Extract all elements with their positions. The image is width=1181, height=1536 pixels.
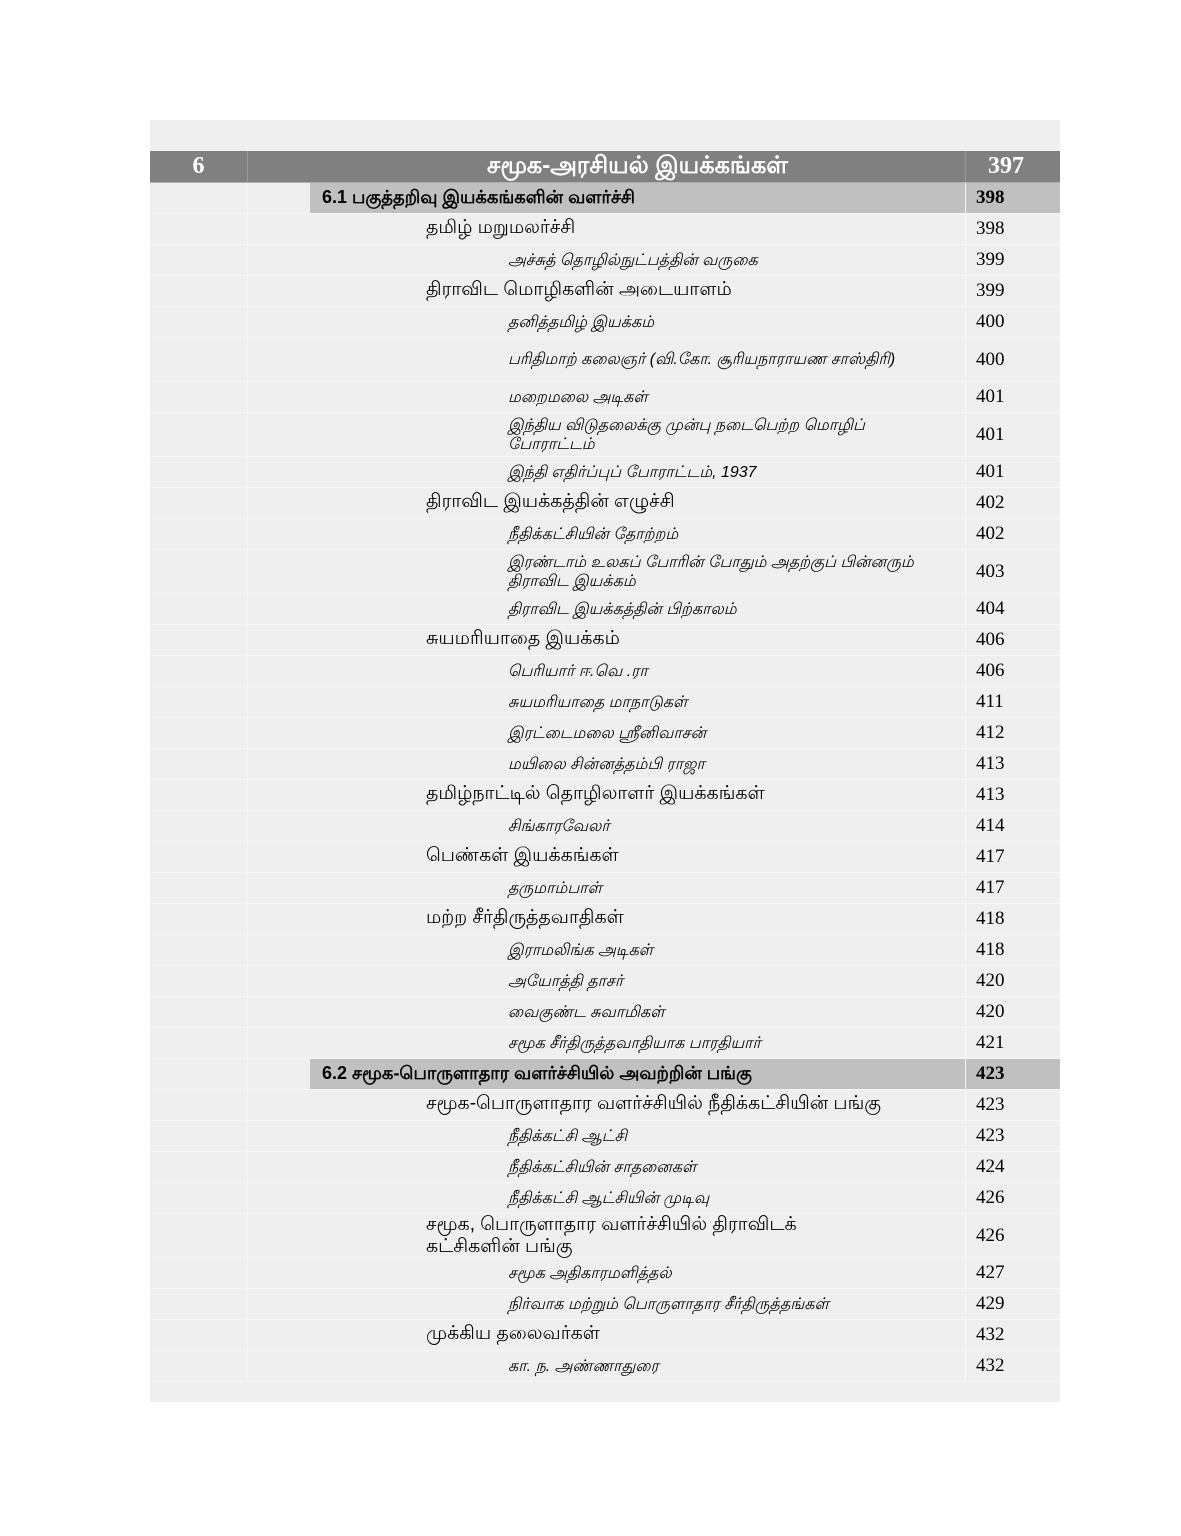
page-number: 401 <box>976 423 1005 445</box>
entry-title: நீதிக்கட்சியின் தோற்றம் <box>310 519 966 549</box>
entry-title: தனித்தமிழ் இயக்கம் <box>310 307 966 337</box>
toc-entry[interactable] <box>150 214 1060 245</box>
toc-entry[interactable] <box>150 1289 1060 1320</box>
page-number: 420 <box>976 970 1005 991</box>
entry-title: மறைமலை அடிகள் <box>310 382 966 412</box>
entry-title: மயிலை சின்னத்தம்பி ராஜா <box>310 749 966 779</box>
entry-title: வைகுண்ட சுவாமிகள் <box>310 997 966 1027</box>
entry-title: நீதிக்கட்சியின் சாதனைகள் <box>310 1152 966 1182</box>
entry-title: கா. ந. அண்ணாதுரை <box>310 1351 966 1381</box>
entry-title: திராவிட இயக்கத்தின் பிற்காலம் <box>310 594 966 624</box>
entry-title: இந்திய விடுதலைக்கு முன்பு நடைபெற்ற மொழிப் போராட்டம் <box>310 413 966 456</box>
toc-entry[interactable] <box>150 1351 1060 1382</box>
toc-entry[interactable] <box>150 1028 1060 1059</box>
page-number: 398 <box>976 218 1005 239</box>
entry-title: சுயமரியாதை மாநாடுகள் <box>310 687 966 717</box>
entry-title: இரண்டாம் உலகப் போரின் போதும் அதற்குப் பின்னரும் திராவிட இயக்கம் <box>310 550 966 593</box>
entry-title: அயோத்தி தாசர் <box>310 966 966 996</box>
toc-entry[interactable] <box>150 1152 1060 1183</box>
toc-entry[interactable] <box>150 935 1060 966</box>
toc-entry[interactable] <box>150 811 1060 842</box>
page-number: 400 <box>976 311 1005 332</box>
chapter-page: 397 <box>988 153 1024 179</box>
toc-entry[interactable] <box>150 687 1060 718</box>
page-number: 402 <box>976 523 1005 544</box>
page-number: 403 <box>976 560 1005 582</box>
page-number: 420 <box>976 1001 1005 1022</box>
toc-entry[interactable] <box>150 594 1060 625</box>
toc-entry[interactable] <box>150 457 1060 488</box>
toc-entry[interactable] <box>150 997 1060 1028</box>
entry-title: இந்தி எதிர்ப்புப் போராட்டம், 1937 <box>310 457 966 487</box>
entry-title: நீதிக்கட்சி ஆட்சியின் முடிவு <box>310 1183 966 1213</box>
entry-title: சமூக-பொருளாதார வளர்ச்சியில் நீதிக்கட்சியின் பங்கு <box>310 1090 966 1120</box>
entry-title: தமிழ் மறுமலர்ச்சி <box>310 214 966 244</box>
page-number: 423 <box>966 1059 1060 1089</box>
toc-entry[interactable] <box>150 1320 1060 1351</box>
page-number: 426 <box>976 1187 1005 1208</box>
page-number: 414 <box>976 815 1005 836</box>
page-number: 417 <box>976 846 1005 867</box>
toc-entry[interactable] <box>150 488 1060 519</box>
page-number: 399 <box>976 249 1005 270</box>
toc-entry[interactable] <box>150 338 1060 382</box>
entry-title: சுயமரியாதை இயக்கம் <box>310 625 966 655</box>
entry-title: தருமாம்பாள் <box>310 873 966 903</box>
page-number: 426 <box>976 1224 1005 1246</box>
page-number: 429 <box>976 1293 1005 1314</box>
toc-entry[interactable] <box>150 904 1060 935</box>
entry-title: நீதிக்கட்சி ஆட்சி <box>310 1121 966 1151</box>
page-number: 406 <box>976 629 1005 650</box>
toc-entry[interactable] <box>150 1214 1060 1258</box>
page-number: 432 <box>976 1324 1005 1345</box>
page-number: 432 <box>976 1355 1005 1376</box>
page-number: 423 <box>976 1094 1005 1115</box>
page-number: 421 <box>976 1032 1005 1053</box>
toc-entry[interactable] <box>150 718 1060 749</box>
page-number: 399 <box>976 280 1005 301</box>
page-number: 401 <box>976 386 1005 407</box>
page-number: 424 <box>976 1156 1005 1177</box>
entry-title: சமூக, பொருளாதார வளர்ச்சியில் திராவிடக் கட்சிகளின் பங்கு <box>310 1214 966 1257</box>
page-number: 413 <box>976 753 1005 774</box>
toc-entry[interactable] <box>150 780 1060 811</box>
toc-entry[interactable] <box>150 1183 1060 1214</box>
entry-title: தமிழ்நாட்டில் தொழிலாளர் இயக்கங்கள் <box>310 780 966 810</box>
toc-entry[interactable] <box>150 749 1060 780</box>
toc-entry[interactable] <box>150 1090 1060 1121</box>
toc-entry[interactable] <box>150 413 1060 457</box>
entry-title: இரட்டைமலை ஸ்ரீனிவாசன் <box>310 718 966 748</box>
toc-entry[interactable] <box>150 656 1060 687</box>
toc-entry[interactable] <box>150 873 1060 904</box>
page-number: 402 <box>976 492 1005 513</box>
toc-entry[interactable] <box>150 382 1060 413</box>
page-number: 417 <box>976 877 1005 898</box>
entry-title: பெரியார் ஈ.வெ .ரா <box>310 656 966 686</box>
page-number: 412 <box>976 722 1005 743</box>
entry-title: சமூக சீர்திருத்தவாதியாக பாரதியார் <box>310 1028 966 1058</box>
page-number: 398 <box>966 183 1060 213</box>
toc-entry[interactable] <box>150 1258 1060 1289</box>
page-number: 406 <box>976 660 1005 681</box>
toc-entry[interactable] <box>150 966 1060 997</box>
entry-title: பெண்கள் இயக்கங்கள் <box>310 842 966 872</box>
section-title: 6.2 சமூக-பொருளாதார வளர்ச்சியில் அவற்றின் பங்கு <box>310 1059 966 1089</box>
toc-entry[interactable] <box>150 625 1060 656</box>
page-number: 404 <box>976 598 1005 619</box>
toc-entry[interactable] <box>150 245 1060 276</box>
chapter-row[interactable] <box>150 151 1060 183</box>
page-number: 401 <box>976 461 1005 482</box>
entry-title: சிங்காரவேலர் <box>310 811 966 841</box>
chapter-number: 6 <box>150 151 248 182</box>
page-number: 413 <box>976 784 1005 805</box>
chapter-title: சமூக-அரசியல் இயக்கங்கள் <box>248 151 966 182</box>
page-number: 423 <box>976 1125 1005 1146</box>
entry-title: திராவிட இயக்கத்தின் எழுச்சி <box>310 488 966 518</box>
section-title: 6.1 பகுத்தறிவு இயக்கங்களின் வளர்ச்சி <box>310 183 966 213</box>
page-number: 411 <box>976 691 1004 712</box>
entry-title: மற்ற சீர்திருத்தவாதிகள் <box>310 904 966 934</box>
page-number: 400 <box>976 348 1005 370</box>
page-number: 427 <box>976 1262 1005 1283</box>
toc-entry[interactable] <box>150 1121 1060 1152</box>
toc-entry[interactable] <box>150 519 1060 550</box>
toc-entry[interactable] <box>150 276 1060 307</box>
toc-entry[interactable] <box>150 307 1060 338</box>
table-of-contents <box>150 151 1060 1382</box>
entry-title: திராவிட மொழிகளின் அடையாளம் <box>310 276 966 306</box>
entry-title: முக்கிய தலைவர்கள் <box>310 1320 966 1350</box>
entry-title: பரிதிமாற் கலைஞர் (வி.கோ. சூரியநாராயண சாஸ்திரி) <box>310 338 966 381</box>
section-row[interactable] <box>150 1059 1060 1090</box>
entry-title: இராமலிங்க அடிகள் <box>310 935 966 965</box>
toc-entry[interactable] <box>150 550 1060 594</box>
toc-entry[interactable] <box>150 842 1060 873</box>
entry-title: நிர்வாக மற்றும் பொருளாதார சீர்திருத்தங்கள் <box>310 1289 966 1319</box>
page-number: 418 <box>976 939 1005 960</box>
page-number: 418 <box>976 908 1005 929</box>
section-row[interactable] <box>150 183 1060 214</box>
entry-title: அச்சுத் தொழில்நுட்பத்தின் வருகை <box>310 245 966 275</box>
entry-title: சமூக அதிகாரமளித்தல் <box>310 1258 966 1288</box>
